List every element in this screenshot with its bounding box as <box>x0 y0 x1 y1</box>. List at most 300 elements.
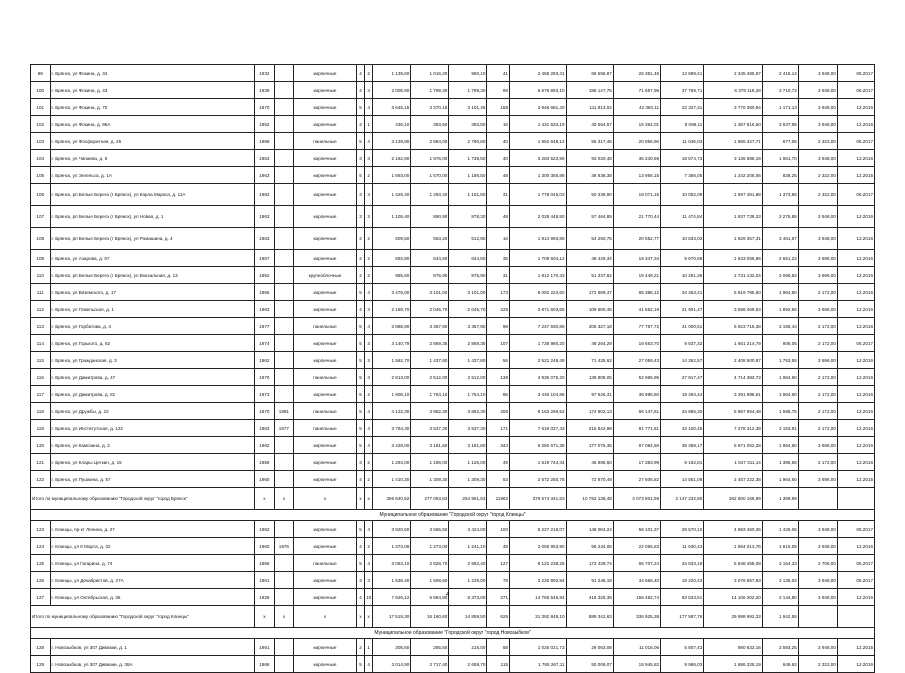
cell-dt: 12.2016 <box>837 250 874 267</box>
cell-p: 625 <box>487 606 510 628</box>
cell-p: 127 <box>487 555 510 572</box>
cell-y1: 1974 <box>255 335 275 352</box>
cell-c3: 56 101,37 <box>613 521 660 538</box>
cell-en: x <box>365 488 373 510</box>
cell-c3: 67 084,56 <box>613 437 660 454</box>
cell-p: 48 <box>487 167 510 184</box>
cell-en: 3 <box>365 184 373 206</box>
cell-c5: 980 633,16 <box>704 639 763 656</box>
cell-c3: 15 364,01 <box>613 116 660 133</box>
cell-c4: 35 359,17 <box>661 437 704 454</box>
cell-number: 115 <box>31 352 51 369</box>
cell-c5: 1 697 481,88 <box>704 184 763 206</box>
cell-y2 <box>274 656 294 673</box>
table-row <box>31 420 875 437</box>
cell-c3: 42 360,11 <box>613 99 660 116</box>
cell-c2: 57 464,89 <box>566 206 613 228</box>
table-row <box>31 301 875 318</box>
cell-c3: 71 657,96 <box>613 82 660 99</box>
subtotal-label: Итого по муниципальному образованию "Городской округ "город Брянск" <box>31 488 255 510</box>
cell-fl: x <box>356 488 364 510</box>
cell-y2: x <box>274 606 294 628</box>
cell-fl: 4 <box>356 65 364 82</box>
cell-c2: 10 753 138,48 <box>566 488 613 510</box>
cell-u: 1 942,55 <box>762 606 798 628</box>
cell-mat: панельные <box>294 369 357 386</box>
cell-u: 3 461,67 <box>762 228 798 250</box>
cell-number: 106 <box>31 184 51 206</box>
cell-dt: 06.2017 <box>837 335 874 352</box>
cell-c3: 41 552,19 <box>613 301 660 318</box>
cell-fl: 5 <box>356 555 364 572</box>
cell-p: 107 <box>487 335 510 352</box>
cell-y1: 1970 <box>255 99 275 116</box>
cell-en: 4 <box>365 318 373 335</box>
cell-c4: 9 162,81 <box>661 454 704 471</box>
cell-y2 <box>274 184 294 206</box>
cell-en: x <box>365 606 373 628</box>
cell-a2: 890,90 <box>411 206 449 228</box>
cell-number: 117 <box>31 386 51 403</box>
cell-a3: 254 961,53 <box>449 488 487 510</box>
table-row <box>31 206 875 228</box>
cell-fl: 5 <box>356 318 364 335</box>
cell-a3: 644,60 <box>449 250 487 267</box>
cell-c4: 11 046,03 <box>661 133 704 150</box>
cell-a2: 1 754,10 <box>411 386 449 403</box>
cell-fl: 5 <box>356 133 364 150</box>
cell-a2: 2 045,70 <box>411 301 449 318</box>
cell-u: 1 964,60 <box>762 437 798 454</box>
cell-c2: 71 425,62 <box>566 352 613 369</box>
table-row <box>31 228 875 250</box>
cell-c5: 4 993 460,36 <box>704 521 763 538</box>
cell-y1: 1982 <box>255 184 275 206</box>
cell-number: 118 <box>31 403 51 420</box>
cell-p: 40 <box>487 150 510 167</box>
cell-c5: 29 988 992,33 <box>704 606 763 628</box>
cell-dt: 12.2016 <box>837 99 874 116</box>
cell-a3: 1 101,60 <box>449 184 487 206</box>
cell-y1: 1963 <box>255 167 275 184</box>
cell-y2 <box>274 589 294 606</box>
cell-c3: 158 482,74 <box>613 589 660 606</box>
cell-a1: 1 139,60 <box>373 65 411 82</box>
cell-y2 <box>274 99 294 116</box>
cell-number: 114 <box>31 335 51 352</box>
cell-a1: 3 428,00 <box>373 437 411 454</box>
table-row <box>31 572 875 589</box>
cell-en: 4 <box>365 437 373 454</box>
cell-address: г. Брянск, ул Чапаева, д. 6 <box>50 150 255 167</box>
cell-a2: 2 512,00 <box>411 369 449 386</box>
cell-p: 138 <box>487 369 510 386</box>
cell-c4: 177 587,76 <box>661 606 704 628</box>
cell-lim: 3 948,00 <box>798 521 837 538</box>
cell-u: 3 637,95 <box>762 116 798 133</box>
cell-p: 48 <box>487 206 510 228</box>
cell-en: 2 <box>365 454 373 471</box>
cell-address: г. Брянск, ул Гомельская, д. 1 <box>50 301 255 318</box>
cell-address: г. Клинцы, ул Октябрьская, д. 35 <box>50 589 255 606</box>
cell-y1: 1963 <box>255 206 275 228</box>
cell-mat: панельные <box>294 133 357 150</box>
cell-c4: 21 901,47 <box>661 301 704 318</box>
cell-c5: 5 819 785,60 <box>704 284 763 301</box>
cell-dt: 12.2016 <box>837 639 874 656</box>
cell-a3: 1 739,50 <box>449 150 487 167</box>
cell-c3: 21 770,44 <box>613 206 660 228</box>
cell-c2: 177 075,35 <box>566 437 613 454</box>
cell-a3: 3 537,30 <box>449 420 487 437</box>
cell-dt: 12.2016 <box>837 589 874 606</box>
cell-mat: кирпичные <box>294 386 357 403</box>
cell-u: 1 385,58 <box>762 454 798 471</box>
cell-c4: 7 356,05 <box>661 167 704 184</box>
cell-c1: 1 812 170,43 <box>510 267 567 284</box>
cell-u: 1 171,13 <box>762 99 798 116</box>
cell-fl: 5 <box>356 99 364 116</box>
cell-address: г. Брянск, ул Димитрова, д. 47 <box>50 369 255 386</box>
cell-y1: 1959 <box>255 454 275 471</box>
cell-dt: 06.2017 <box>837 555 874 572</box>
cell-y1: 1963 <box>255 301 275 318</box>
cell-address: г. Брянск, ул Димитрова, д. 81 <box>50 386 255 403</box>
cell-a3: 875,90 <box>449 267 487 284</box>
cell-y1: 1953 <box>255 150 275 167</box>
cell-en: 1 <box>365 639 373 656</box>
cell-u: 2 135,02 <box>762 572 798 589</box>
cell-c1: 2 028 448,50 <box>510 206 567 228</box>
cell-c2: 69 556,87 <box>566 65 613 82</box>
cell-lim: 3 948,00 <box>798 99 837 116</box>
cell-a1: 1 536,40 <box>373 572 411 589</box>
cell-a1: 2 189,70 <box>373 301 411 318</box>
cell-c5: 1 937 739,33 <box>704 206 763 228</box>
cell-number: 129 <box>31 656 51 673</box>
cell-y2 <box>274 369 294 386</box>
cell-a2: 1 799,30 <box>411 82 449 99</box>
cell-dt: 06.2017 <box>837 82 874 99</box>
cell-c1: 3 871 603,65 <box>510 301 567 318</box>
cell-dt: 12.2016 <box>837 656 874 673</box>
cell-a2: 6 884,80 <box>411 589 449 606</box>
table-row <box>31 538 875 555</box>
cell-address: г. Брянск, ул Энгельса, д. 1А <box>50 167 255 184</box>
cell-y1: 1939 <box>255 82 275 99</box>
cell-c4: 8 098,11 <box>661 116 704 133</box>
cell-en: 10 <box>365 589 373 606</box>
table-row <box>31 250 875 267</box>
table-body <box>31 65 875 673</box>
table-row <box>31 639 875 656</box>
cell-a2: 1 309,30 <box>411 471 449 488</box>
cell-a1: 3 645,15 <box>373 99 411 116</box>
table-row <box>31 150 875 167</box>
cell-y2 <box>274 82 294 99</box>
cell-lim: 2 706,00 <box>798 555 837 572</box>
cell-c5: 1 865 327,71 <box>704 133 763 150</box>
cell-fl: 4 <box>356 301 364 318</box>
cell-fl: 5 <box>356 167 364 184</box>
cell-dt: 12.2016 <box>837 420 874 437</box>
cell-a2: 1 508,60 <box>411 572 449 589</box>
cell-u: 1 369,99 <box>762 488 798 510</box>
cell-c2: 418 328,39 <box>566 589 613 606</box>
cell-p: 100 <box>487 521 510 538</box>
cell-address: г. Брянск, ул Фокина, д. 70 <box>50 99 255 116</box>
cell-c2: 889 342,63 <box>566 606 613 628</box>
cell-a3: 1 126,00 <box>449 454 487 471</box>
cell-u: 1 661,70 <box>762 150 798 167</box>
cell-c2: 172 589,47 <box>566 284 613 301</box>
cell-c3: 35 240,59 <box>613 150 660 167</box>
cell-address: г. Брянск, ул Фокина, д. 96А <box>50 116 255 133</box>
cell-c5: 6 923 715,38 <box>704 318 763 335</box>
cell-y1: 1973 <box>255 386 275 403</box>
cell-a1: 3 794,30 <box>373 420 411 437</box>
cell-c4: 29 570,10 <box>661 521 704 538</box>
table-row <box>31 386 875 403</box>
cell-en: 4 <box>365 133 373 150</box>
cell-mat: кирпичные <box>294 99 357 116</box>
cell-lim: 2 172,00 <box>798 369 837 386</box>
cell-c5: 2 345 485,67 <box>704 65 763 82</box>
cell-y1: x <box>255 488 275 510</box>
page-number: 4 <box>446 592 450 598</box>
cell-p: 35 <box>487 250 510 267</box>
cell-a1: 3 014,90 <box>373 656 411 673</box>
cell-c4: 13 689,41 <box>661 65 704 82</box>
cell-fl: 5 <box>356 403 364 420</box>
cell-lim <box>798 488 837 510</box>
cell-c5: 1 661 214,79 <box>704 335 763 352</box>
cell-address: г. Брянск, ул Камозина, д. 2 <box>50 437 255 454</box>
cell-en: 3 <box>365 82 373 99</box>
cell-y2 <box>274 150 294 167</box>
cell-c3: 4 073 801,59 <box>613 488 660 510</box>
cell-en: 3 <box>365 369 373 386</box>
cell-p: 53 <box>487 471 510 488</box>
cell-mat: кирпичные <box>294 184 357 206</box>
cell-c1: 379 674 341,83 <box>510 488 567 510</box>
cell-en: 4 <box>365 99 373 116</box>
cell-c4: 11 630,43 <box>661 538 704 555</box>
cell-c4: 9 986,03 <box>661 656 704 673</box>
cell-en: 4 <box>365 521 373 538</box>
cell-en: 4 <box>365 403 373 420</box>
cell-a3: 2 869,35 <box>449 335 487 352</box>
table-row <box>31 284 875 301</box>
cell-y2: x <box>274 488 294 510</box>
cell-number: 112 <box>31 301 51 318</box>
cell-a3: 512,90 <box>449 228 487 250</box>
cell-y1: 1957 <box>255 250 275 267</box>
cell-lim: 3 696,00 <box>798 352 837 369</box>
cell-fl: 3 <box>356 206 364 228</box>
cell-a1: 2 162,80 <box>373 150 411 167</box>
cell-dt: 12.2016 <box>837 167 874 184</box>
cell-lim: 3 948,00 <box>798 65 837 82</box>
cell-a2: 393,50 <box>411 116 449 133</box>
cell-a2: 3 370,15 <box>411 99 449 116</box>
cell-number: 108 <box>31 228 51 250</box>
cell-fl: 2 <box>356 250 364 267</box>
cell-mat: кирпичные <box>294 656 357 673</box>
cell-c2: 97 626,31 <box>566 386 613 403</box>
cell-y1: 1960 <box>255 538 275 555</box>
cell-p: 41 <box>487 65 510 82</box>
cell-address: г. Новозыбков, ул 307 Дивизии, д. 1 <box>50 639 255 656</box>
cell-c4: 18 220,43 <box>661 572 704 589</box>
cell-lim: 3 696,00 <box>798 250 837 267</box>
cell-c1: 3 283 523,99 <box>510 150 567 167</box>
cell-address: г. Клинцы, ул Гагарина, д. 74 <box>50 555 255 572</box>
cell-mat: крупноблочные <box>294 267 357 284</box>
cell-en: 2 <box>365 250 373 267</box>
cell-y1: 1970 <box>255 369 275 386</box>
cell-c5: 2 408 500,87 <box>704 352 763 369</box>
cell-a3: 1 229,00 <box>449 572 487 589</box>
cell-a3: 2 592,40 <box>449 555 487 572</box>
cell-u: 2 651,22 <box>762 250 798 267</box>
cell-mat: кирпичные <box>294 454 357 471</box>
cell-a3: 3 357,90 <box>449 318 487 335</box>
cell-address: г. Брянск, рп Белые Берега (г Брянск), ул Вокзальная, д. 13 <box>50 267 255 284</box>
cell-a3: 1 754,10 <box>449 386 487 403</box>
cell-fl: 4 <box>356 538 364 555</box>
cell-c5: 1 829 357,31 <box>704 228 763 250</box>
cell-c2: 139 808,05 <box>566 369 613 386</box>
cell-y2 <box>274 206 294 228</box>
cell-a3: 216,00 <box>449 639 487 656</box>
cell-mat: кирпичные <box>294 589 357 606</box>
cell-y1: x <box>255 606 275 628</box>
cell-y1: 1989 <box>255 133 275 150</box>
cell-c1: 6 092 224,60 <box>510 284 567 301</box>
cell-p: 158 <box>487 99 510 116</box>
cell-c2: 55 317,46 <box>566 133 613 150</box>
cell-a1: 1 105,40 <box>373 206 411 228</box>
table-row <box>31 167 875 184</box>
cell-c2: 50 339,90 <box>566 184 613 206</box>
cell-fl: 3 <box>356 454 364 471</box>
cell-lim <box>798 606 837 628</box>
cell-c3: 11 016,06 <box>613 639 660 656</box>
cell-mat: кирпичные <box>294 284 357 301</box>
cell-fl: 2 <box>356 116 364 133</box>
cell-dt: 12.2016 <box>837 454 874 471</box>
cell-mat: кирпичные <box>294 521 357 538</box>
cell-y2 <box>274 250 294 267</box>
cell-a3: 1 186,50 <box>449 167 487 184</box>
cell-c3: 34 568,40 <box>613 572 660 589</box>
cell-lim: 2 322,00 <box>798 656 837 673</box>
cell-p: 31 <box>487 184 510 206</box>
cell-u: 1 892,56 <box>762 301 798 318</box>
cell-c5: 5 848 458,08 <box>704 555 763 572</box>
cell-fl: 2 <box>356 228 364 250</box>
cell-address: г. Брянск, ул Фокина, д. 34 <box>50 65 255 82</box>
cell-c3: 13 956,15 <box>613 167 660 184</box>
cell-c2: 189 147,75 <box>566 82 613 99</box>
cell-dt: 06.2017 <box>837 65 874 82</box>
cell-c1: 3 220 892,94 <box>510 572 567 589</box>
cell-y2 <box>274 639 294 656</box>
cell-c2: 58 244,08 <box>566 538 613 555</box>
cell-lim: 2 172,00 <box>798 284 837 301</box>
cell-lim: 3 948,00 <box>798 206 837 228</box>
cell-c1: 3 446 104,86 <box>510 386 567 403</box>
cell-c1: 2 455 283,41 <box>510 65 567 82</box>
cell-mat: панельные <box>294 318 357 335</box>
cell-a2: 1 976,00 <box>411 150 449 167</box>
cell-mat: кирпичные <box>294 116 357 133</box>
cell-c2: 205 327,18 <box>566 318 613 335</box>
cell-c5: 3 136 688,19 <box>704 150 763 167</box>
cell-fl: 5 <box>356 284 364 301</box>
cell-a3: 1 437,80 <box>449 352 487 369</box>
cell-dt: 06.2017 <box>837 184 874 206</box>
cell-number: 113 <box>31 318 51 335</box>
table-row <box>31 116 875 133</box>
cell-c1: 1 300 355,88 <box>510 167 567 184</box>
cell-a3: 6 373,00 <box>449 589 487 606</box>
cell-u: 828,25 <box>762 167 798 184</box>
cell-c1: 7 247 830,89 <box>510 318 567 335</box>
cell-c5: 1 547 311,14 <box>704 454 763 471</box>
cell-number: 111 <box>31 284 51 301</box>
cell-c2: 40 554,57 <box>566 116 613 133</box>
cell-y2: 1976 <box>274 538 294 555</box>
cell-y2: 1977 <box>274 420 294 437</box>
cell-c2: 48 429,34 <box>566 250 613 267</box>
cell-c2: 72 870,49 <box>566 471 613 488</box>
cell-u: 3 593,25 <box>762 639 798 656</box>
cell-a1: 3 920,60 <box>373 521 411 538</box>
cell-a2: 2 717,40 <box>411 656 449 673</box>
cell-c3: 27 606,82 <box>613 471 660 488</box>
cell-c1: 1 738 980,20 <box>510 335 567 352</box>
cell-a1: 3 476,00 <box>373 284 411 301</box>
cell-y2 <box>274 301 294 318</box>
cell-c3: 20 956,90 <box>613 133 660 150</box>
cell-a2: 2 884,00 <box>411 133 449 150</box>
cell-u: 606,05 <box>762 335 798 352</box>
cell-y2 <box>274 318 294 335</box>
cell-fl: 3 <box>356 184 364 206</box>
cell-c5: 1 686 326,19 <box>704 656 763 673</box>
cell-address: г. Брянск, ул Дружбы, д. 22 <box>50 403 255 420</box>
cell-y2 <box>274 454 294 471</box>
cell-address: г. Брянск, рп Белые Берега (г Брянск), ул Ромашина, д. 4 <box>50 228 255 250</box>
cell-a2: 1 273,00 <box>411 538 449 555</box>
cell-c1: 31 392 848,10 <box>510 606 567 628</box>
table-row <box>31 82 875 99</box>
cell-c5: 5 887 654,48 <box>704 403 763 420</box>
cell-c3: 18 945,82 <box>613 656 660 673</box>
table-row <box>31 335 875 352</box>
cell-c1: 2 521 248,49 <box>510 352 567 369</box>
cell-a2: 3 101,00 <box>411 284 449 301</box>
cell-number: 126 <box>31 572 51 589</box>
cell-mat: x <box>294 488 357 510</box>
cell-fl: 4 <box>356 82 364 99</box>
cell-a1: 1 426,40 <box>373 184 411 206</box>
cell-p: 98 <box>487 318 510 335</box>
cell-p: 49 <box>487 454 510 471</box>
cell-mat: кирпичные <box>294 250 357 267</box>
